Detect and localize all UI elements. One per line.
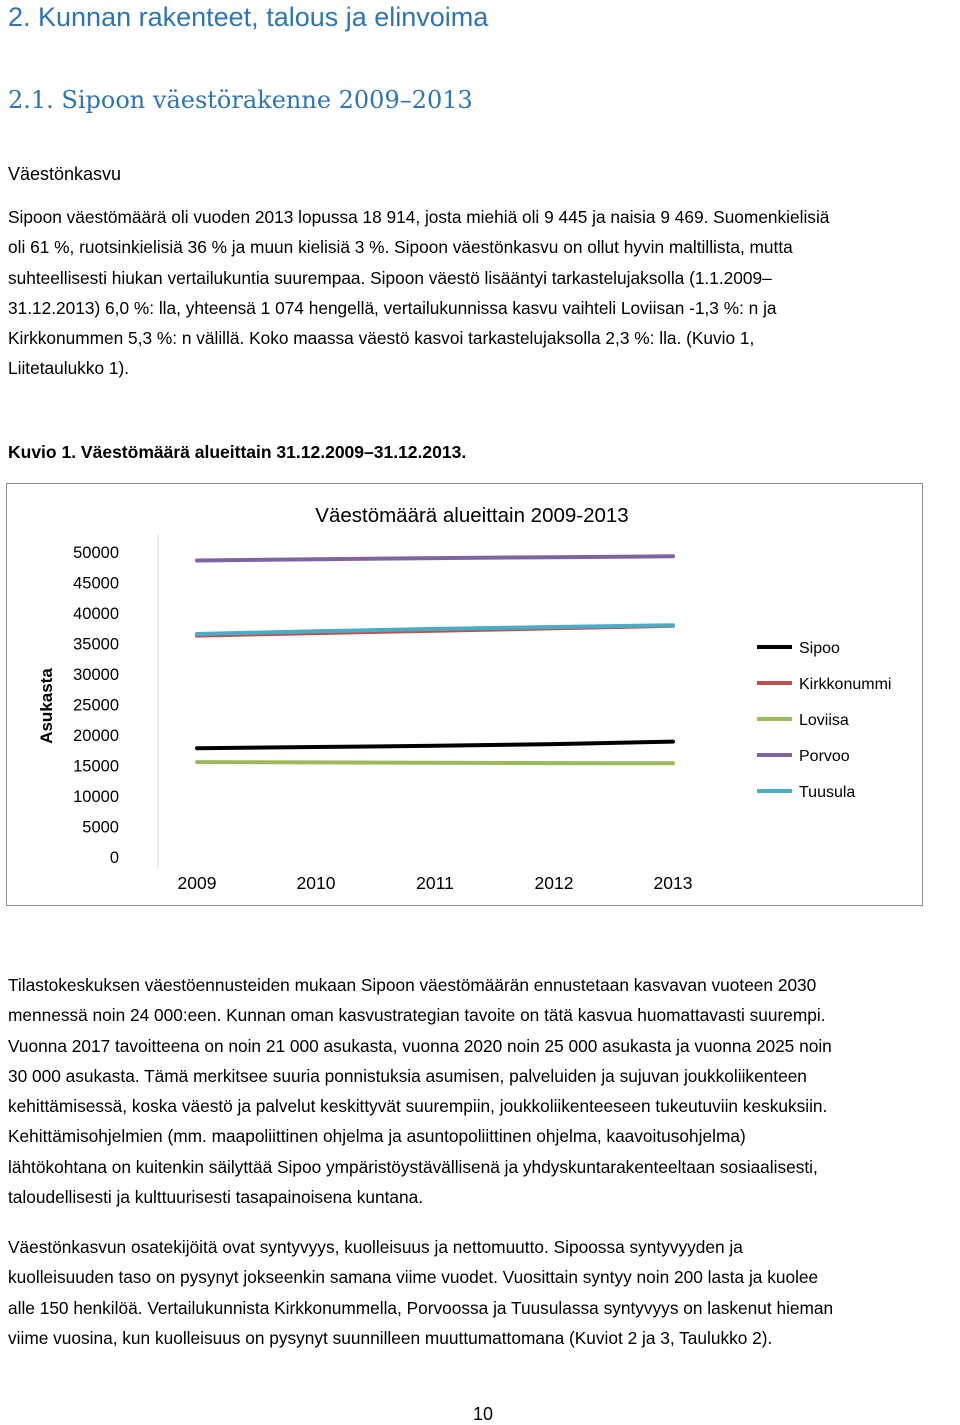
x-tick-labels <box>178 873 693 893</box>
text-line: 31.12.2013) 6,0 %: lla, yhteensä 1 074 hengellä, vertailukunnissa kasvu vaihteli Loviisan -1,3 %: n ja <box>8 297 777 318</box>
legend-label: Loviisa <box>799 712 849 729</box>
y-tick-label: 20000 <box>73 727 119 745</box>
page-number: 10 <box>473 1404 494 1424</box>
series-line-porvoo <box>197 556 673 560</box>
y-tick-label: 40000 <box>73 605 119 623</box>
text-line: Liitetaulukko 1). <box>8 358 130 379</box>
y-tick-label: 0 <box>109 849 119 867</box>
y-tick-label: 15000 <box>73 757 119 776</box>
section-heading: 2. Kunnan rakenteet, talous ja elinvoima <box>8 2 489 32</box>
text-line: taloudellisesti ja kulttuurisesti tasapainoisena kuntana. <box>8 1187 424 1208</box>
text-line: Tilastokeskuksen väestöennusteiden mukaan Sipoon väestömäärän ennustetaan kasvavan vuoteen 2030 <box>8 975 817 995</box>
x-tick-label: 2011 <box>416 873 454 893</box>
y-tick-label: 25000 <box>73 696 119 715</box>
text-line: Sipoon väestömäärä oli vuoden 2013 lopussa 18 914, josta miehiä oli 9 445 ja naisia 9 469. Suomenkielisiä <box>8 207 830 227</box>
series-line-sipoo <box>197 742 673 749</box>
text-line: viime vuosina, kun kuolleisuus on pysynyt suunnilleen muuttumattomana (Kuviot 2 ja 3, Taulukko 2). <box>8 1327 773 1348</box>
text-line: suhteellisesti hiukan vertailukuntia suurempaa. Sipoon väestö lisääntyi tarkastelujaksolla (1.1.2009– <box>8 267 772 288</box>
text-line: kuolleisuuden taso on pysynyt jokseenkin samana viime vuodet. Vuosittain syntyy noin 200 lasta ja kuolee <box>8 1267 819 1288</box>
legend-label: Kirkkonummi <box>799 676 892 693</box>
paragraph-population <box>8 202 958 384</box>
legend-label: Sipoo <box>799 640 840 657</box>
y-axis-label: Asukasta <box>37 668 56 744</box>
y-tick-label: 45000 <box>73 574 119 593</box>
legend-label: Porvoo <box>799 748 850 765</box>
y-tick-label: 30000 <box>73 666 119 684</box>
chart-frame <box>6 483 923 906</box>
text-line: Kehittämisohjelmien (mm. maapoliittinen ohjelma ja asuntopoliittinen ohjelma, kaavoitusohjelma) <box>8 1126 746 1147</box>
chart-title: Väestömäärä alueittain 2009-2013 <box>315 504 629 527</box>
text-line: Vuonna 2017 tavoitteena on noin 21 000 asukasta, vuonna 2020 noin 25 000 asukasta ja vuonna 2025 noin <box>8 1035 832 1056</box>
text-line: mennessä noin 24 000:een. Kunnan oman kasvustrategian tavoite on tätä kasvua huomattavasti suurempi. <box>8 1005 826 1026</box>
chart-legend <box>757 640 891 801</box>
x-tick-label: 2010 <box>296 873 336 893</box>
y-tick-label: 5000 <box>82 818 119 837</box>
paragraph-heading: Väestönkasvu <box>8 164 122 184</box>
y-tick-label: 10000 <box>73 788 119 806</box>
text-line: kehittämisessä, koska väestö ja palvelut keskittyvät suurempiin, joukkoliikenteeseen tukeutuviin keskuksiin. <box>8 1096 828 1117</box>
y-tick-labels <box>73 544 119 867</box>
text-line: lähtökohtana on kuitenkin säilyttää Sipoo ympäristöystävällisenä ja yhdyskuntarakenteeltaan sosiaalisesti, <box>8 1156 818 1177</box>
x-tick-label: 2009 <box>177 873 217 893</box>
text-line: Kirkkonummen 5,3 %: n välillä. Koko maassa väestö kasvoi tarkastelujaksolla 2,3 %: lla. (Kuvio 1, <box>8 328 755 349</box>
text-line: alle 150 henkilöä. Vertailukunnista Kirkkonummella, Porvoossa ja Tuusulassa syntyvyys on laskenut hieman <box>8 1297 834 1318</box>
subsection-heading: 2.1. Sipoon väestörakenne 2009–2013 <box>8 86 473 114</box>
line-chart <box>7 484 922 905</box>
text-line: Väestönkasvun osatekijöitä ovat syntyvyys, kuolleisuus ja nettomuutto. Sipoossa syntyvyyden ja <box>8 1237 743 1257</box>
text-line: oli 61 %, ruotsinkielisiä 36 % ja muun kielisiä 3 %. Sipoon väestönkasvu on ollut hyvin maltillista, mutta <box>8 237 793 258</box>
paragraph-forecast <box>8 970 958 1212</box>
figure-caption: Kuvio 1. Väestömäärä alueittain 31.12.2009–31.12.2013. <box>8 442 467 462</box>
y-tick-label: 50000 <box>73 544 119 562</box>
x-tick-label: 2013 <box>653 873 693 893</box>
x-tick-label: 2012 <box>534 873 574 893</box>
series-lines <box>197 556 673 763</box>
text-line: 30 000 asukasta. Tämä merkitsee suuria ponnistuksia asumisen, palveluiden ja sujuvan joukkoliikenteen <box>8 1065 807 1086</box>
paragraph-growth-factors <box>8 1232 958 1353</box>
legend-label: Tuusula <box>799 784 856 801</box>
y-tick-label: 35000 <box>73 635 119 654</box>
